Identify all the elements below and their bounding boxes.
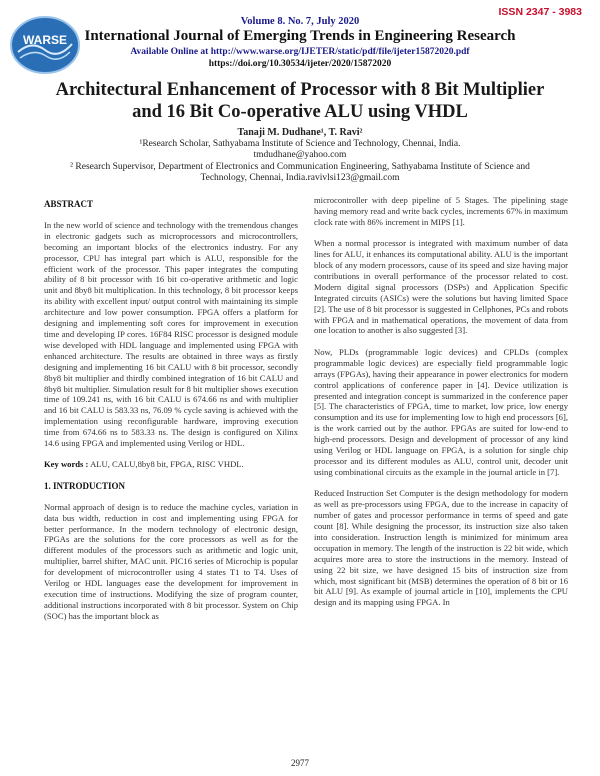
paragraph-2: When a normal processor is integrated with maximum number of data lines for ALU, it enhances its computational ability. ALU is the important block of any modern processors, cause of its speed and size having major contributions in overall performance of the processor related to cost. Modern digital signal processors (DSPs) and Application Specific Integrated circuits (ASICs) were the solutions but having limited Space [2]. The use of 8 bit processor is suggested in Cellphones, PCs and robots with FPGA and in mathematical operations, the movement of data from one location to another is also suggested [3]. (314, 238, 568, 336)
author-block (0, 127, 600, 185)
affiliation-1: ¹Research Scholar, Sathyabama Institute of Science and Technology, Chennai, India. (139, 138, 461, 149)
paragraph-4: Reduced Instruction Set Computer is the design methodology for modern as well as pre-processors using FPGA, due to the increase in capacity of number of gates and processor performance in terms of speed and gate count [8]. While designing the processor, its instruction size also taken into consideration. Instruction length is minimized for minimum area occupation in memory. The length of the instruction is 22 bit wide, which acquires more area to store the instructions in the memory. Instead of using 22 bit size, we have designed 15 bits of instruction size from which, most significant bit (MSB) determines the operation of 8 bit or 16 bit ALU [9]. As example of journal article in [10], implements the CPU design and its mapping using FPGA. In (314, 488, 568, 608)
paragraph-1: microcontroller with deep pipeline of 5 Stages. The pipelining stage having memory read and write back cycles, increments 67% in maximum clock rate with 86% increment in MIPS [1]. (314, 195, 568, 227)
affiliation-2: ² Research Supervisor, Department of Electronics and Communication Engineering, Sathyabama Institute of Science and Technology, Chennai, India.ravivlsi123@gmail.com (70, 161, 530, 183)
page-number: 2977 (291, 758, 309, 768)
introduction-text: Normal approach of design is to reduce the machine cycles, variation in data bus width, reduction in cost and implementing using FPGA for better performance. In the modern technology of electronic design, FPGAs are the solutions for the core processors as well as for the different modules of the processors such as arithmetic and logic unit, multiplier, barrel shifter, MAC unit. PIC16 series of Microchip is popular for development of microcontroller using 4 states T1 to T4. Uses of Verilog or HDL languages ease the development for improvement in execution time of instructions. Modifying the size of program counter, additional instructions incorporated with 8 bit processor. System on Chip (SOC) has the important block as (44, 501, 298, 621)
available-online-link[interactable]: Available Online at http://www.warse.org/IJETER/static/pdf/file/ijeter15872020.pdf (130, 47, 470, 57)
doi-link[interactable]: https://doi.org/10.30534/ijeter/2020/15872020 (208, 59, 392, 69)
abstract-heading: ABSTRACT (44, 199, 94, 209)
keywords-label: Key words : (44, 459, 89, 470)
paper-title: Architectural Enhancement of Processor with 8 Bit Multiplier and 16 Bit Co-operative ALU using VHDL (55, 80, 545, 122)
keywords (44, 459, 298, 470)
author-email[interactable]: tmdudhane@yahoo.com (253, 150, 347, 160)
abstract-text: In the new world of science and technology with the tremendous changes in electronic gadgets such as microprocessors and microcontrollers, becoming an important blocks of the electronics industry. For any processor, CPU has integral part which is ALU, responsible for the efficient work of the processor. This paper integrates the computing ability of 8 bit processor with 16 bit co-operative arithmetic and logic unit and 8by8 bit multiplication. In this technology, 8 bit processor keeps its ability with excellent input/ output control with maintaining its simple architecture and low power consumption. FPGA offers a platform for designing and implementing soft cores for improvement in execution time and developing IP cores. 16F84 RISC processor is designed module wise developed with HDL language and implemented using FPGA with enhanced architecture. The results are obtained in three ways as firstly designing and implementing 16 bit CALU with 8 bit processor, secondly 8by8 bit multiplier and thirdly combined integration of 16 bit CALU and 8by8 bit multiplier. Simulation result for 8 bit multiplier shows execution time of 109.241 ns, with 16 bit CALU is 674.66 ns and with multiplier and 16 bit CALU is 583.33 ns, 76.09 % cycle saving is achieved with the implementation using reconfigurable hardware, improving execution time from 674.66 ns to 583.33 ns. The design is configured on Xilinx 14.6 using FPGA and implemented using Verilog or HDL. (44, 219, 298, 449)
journal-header (0, 0, 600, 78)
introduction-heading: 1. INTRODUCTION (44, 480, 126, 491)
author-names: Tanaji M. Dudhane¹, T. Ravi² (237, 127, 363, 138)
keywords-text: ALU, CALU,8by8 bit, FPGA, RISC VHDL. (88, 459, 244, 470)
logo-text: WARSE (22, 33, 68, 47)
volume-info: Volume 8. No. 7, July 2020 (240, 16, 360, 27)
paragraph-3: Now, PLDs (programmable logic devices) and CPLDs (complex programmable logic devices) are especially field programmable logic arrays (FPGAs), having their appearance in power electronics for modern control applications of conference paper in [4]. Device utilization is presented and integration concept is summarized in the conference paper [5]. The characteristics of FPGA, time to market, low price, low energy consumption and its use for implementing low to high end processors [6], is the work carried out by the author. FPGAs are suited for low-end to high-end processors. Design and development of processor of any kind using Verilog or HDL language on FPGA, is a solution for single chip processor and its different modules as ALU, control unit, decoder unit using combinational circuits as the example in the journal article in [7]. (314, 346, 568, 477)
issn-label: ISSN 2347 - 3983 (498, 6, 582, 18)
left-column (44, 195, 298, 632)
right-column (314, 195, 568, 619)
journal-name: International Journal of Emerging Trends in Engineering Research (84, 28, 516, 44)
